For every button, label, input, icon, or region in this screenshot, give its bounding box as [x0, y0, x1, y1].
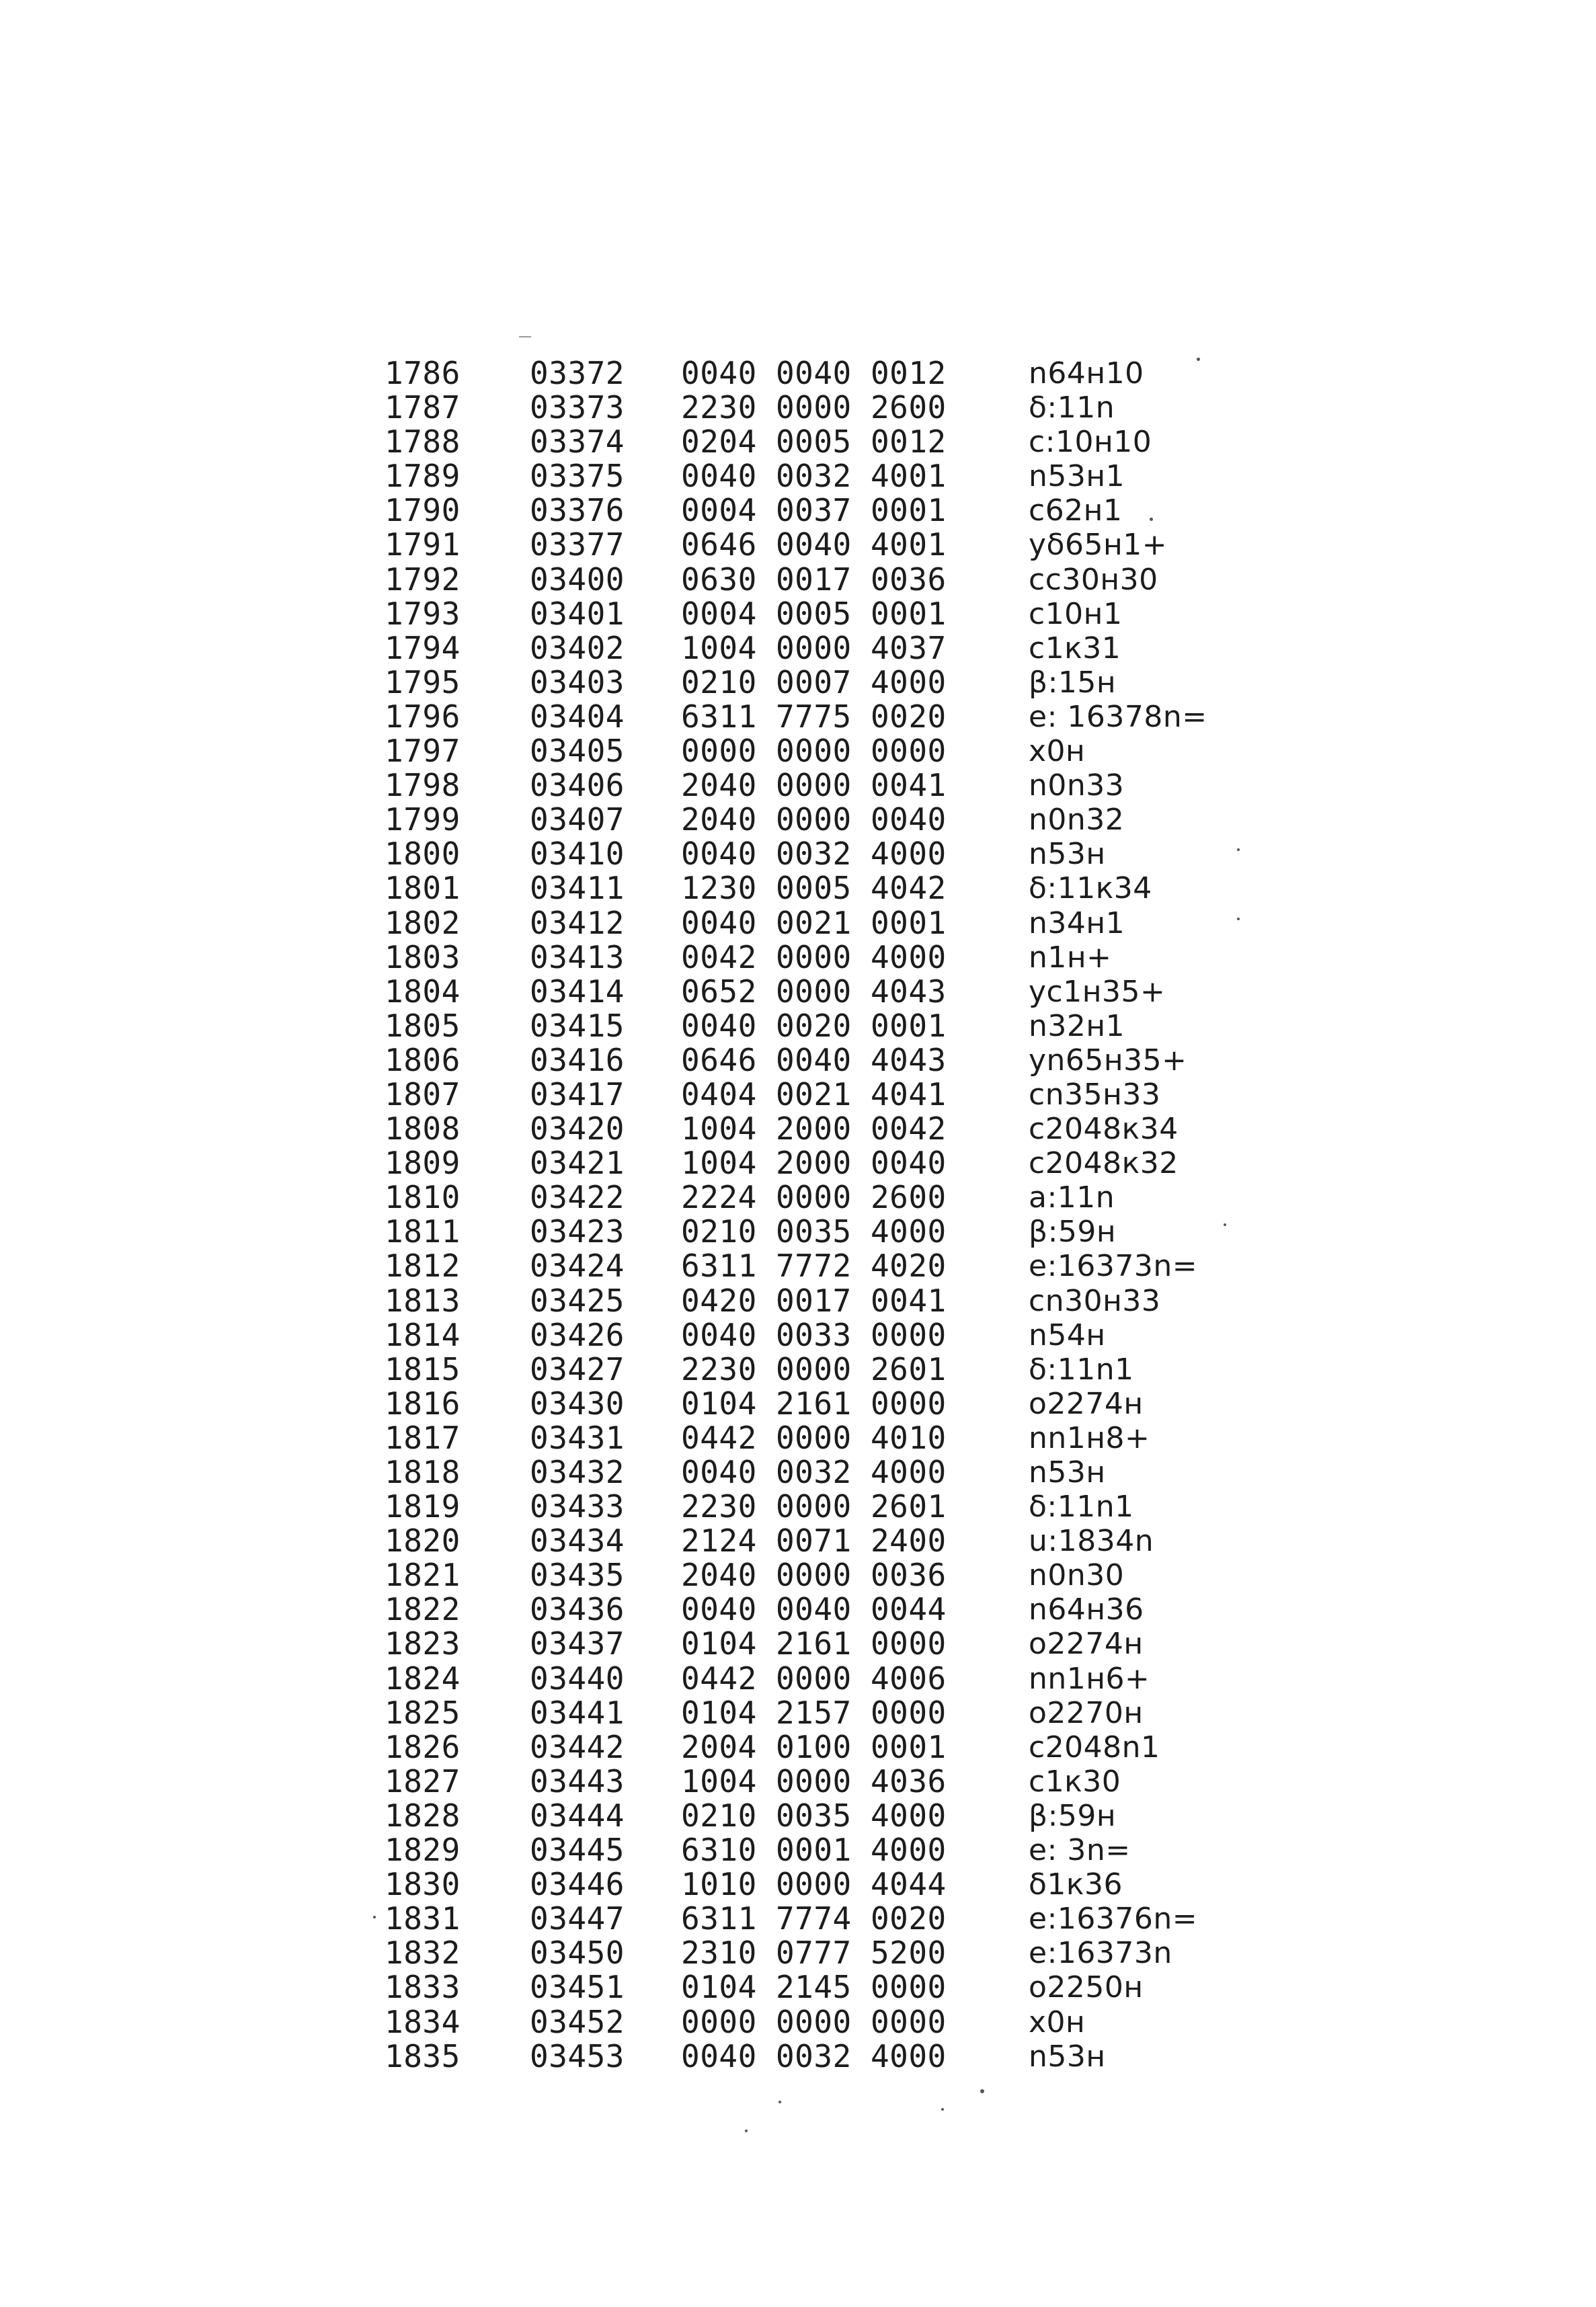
octal-code: 0040 0020 0001: [681, 1007, 947, 1044]
line-number: 1828: [385, 1797, 461, 1834]
octal-code: 0104 2145 0000: [681, 1969, 947, 2006]
octal-code: 0040 0032 4000: [681, 2037, 947, 2074]
octal-address: 03434: [530, 1523, 625, 1560]
octal-code: 0442 0000 4006: [681, 1660, 947, 1697]
octal-address: 03445: [530, 1832, 625, 1869]
line-number: 1815: [385, 1350, 461, 1387]
octal-address: 03405: [530, 733, 625, 770]
octal-code: 0630 0017 0036: [681, 561, 947, 598]
octal-code: 0040 0040 0044: [681, 1591, 947, 1628]
mnemonic: x0н: [1029, 2005, 1086, 2039]
mnemonic: n53н1: [1029, 459, 1125, 494]
listing-row: [376, 975, 1250, 1009]
listing-row: [376, 1524, 1250, 1558]
mnemonic: n64н10: [1029, 356, 1144, 391]
mnemonic: cn30н33: [1029, 1283, 1161, 1318]
mnemonic: yc1н35+: [1029, 974, 1166, 1009]
line-number: 1792: [385, 561, 461, 598]
line-number: 1813: [385, 1282, 461, 1319]
print-speck: [980, 2089, 984, 2093]
mnemonic: e: 3n=: [1029, 1833, 1131, 1868]
octal-address: 03407: [530, 801, 625, 838]
line-number: 1786: [385, 355, 461, 391]
listing-row: [376, 1970, 1250, 2005]
listing-row: [376, 1146, 1250, 1180]
line-number: 1833: [385, 1969, 461, 2006]
mnemonic: n0n33: [1029, 768, 1125, 803]
listing-row: [376, 2005, 1250, 2039]
listing-row: [376, 1318, 1250, 1352]
listing-row: [376, 1352, 1250, 1387]
octal-address: 03401: [530, 595, 625, 632]
line-number: 1823: [385, 1625, 461, 1662]
line-number: 1816: [385, 1385, 461, 1422]
mnemonic: e:16373n: [1029, 1936, 1172, 1971]
mnemonic: x0н: [1029, 734, 1086, 769]
octal-address: 03446: [530, 1866, 625, 1903]
listing-row: [376, 665, 1250, 700]
octal-code: 0000 0000 0000: [681, 2003, 947, 2040]
listing-row: [376, 493, 1250, 528]
mnemonic: δ:11к34: [1029, 871, 1152, 906]
listing-row: [376, 1662, 1250, 1696]
mnemonic: yδ65н1+: [1029, 528, 1168, 563]
octal-address: 03411: [530, 870, 625, 907]
octal-address: 03453: [530, 2037, 625, 2074]
octal-code: 2040 0000 0041: [681, 767, 947, 804]
octal-code: 0040 0032 4000: [681, 836, 947, 873]
mnemonic: δ:11n1: [1029, 1490, 1134, 1525]
line-number: 1790: [385, 492, 461, 529]
octal-code: 6311 7772 4020: [681, 1248, 947, 1285]
octal-code: 0104 2157 0000: [681, 1694, 947, 1731]
octal-address: 03447: [530, 1900, 625, 1937]
line-number: 1806: [385, 1041, 461, 1078]
mnemonic: δ1к36: [1029, 1867, 1123, 1902]
octal-code: 1230 0005 4042: [681, 870, 947, 907]
mnemonic: c2048к32: [1029, 1146, 1179, 1181]
octal-address: 03430: [530, 1385, 625, 1422]
octal-address: 03373: [530, 389, 625, 426]
mnemonic: n1н+: [1029, 940, 1112, 975]
print-speck: [1237, 848, 1240, 851]
page-mark: [519, 336, 531, 337]
mnemonic: cc30н30: [1029, 562, 1158, 597]
line-number: 1824: [385, 1660, 461, 1697]
octal-code: 0442 0000 4010: [681, 1419, 947, 1456]
octal-code: 1004 0000 4036: [681, 1763, 947, 1799]
line-number: 1829: [385, 1832, 461, 1869]
mnemonic: δ:11n1: [1029, 1352, 1134, 1387]
listing-row: [376, 1284, 1250, 1318]
mnemonic: n0n32: [1029, 803, 1125, 838]
line-number: 1807: [385, 1076, 461, 1112]
octal-address: 03441: [530, 1694, 625, 1731]
octal-address: 03412: [530, 904, 625, 941]
octal-address: 03426: [530, 1316, 625, 1353]
octal-code: 2224 0000 2600: [681, 1179, 947, 1216]
line-number: 1820: [385, 1523, 461, 1560]
line-number: 1796: [385, 698, 461, 735]
octal-code: 6310 0001 4000: [681, 1832, 947, 1869]
listing-row: [376, 1696, 1250, 1730]
line-number: 1801: [385, 870, 461, 907]
octal-code: 0652 0000 4043: [681, 973, 947, 1010]
line-number: 1793: [385, 595, 461, 632]
listing-row: [376, 940, 1250, 975]
octal-address: 03436: [530, 1591, 625, 1628]
line-number: 1834: [385, 2003, 461, 2040]
octal-code: 2040 0000 0036: [681, 1557, 947, 1594]
print-speck: [745, 2130, 748, 2132]
octal-address: 03435: [530, 1557, 625, 1594]
octal-code: 0204 0005 0012: [681, 423, 947, 460]
line-number: 1797: [385, 733, 461, 770]
mnemonic: u:1834n: [1029, 1524, 1154, 1559]
line-number: 1825: [385, 1694, 461, 1731]
octal-address: 03415: [530, 1007, 625, 1044]
octal-code: 0040 0040 0012: [681, 355, 947, 391]
listing-row: [376, 1180, 1250, 1215]
listing-row: [376, 528, 1250, 562]
octal-address: 03443: [530, 1763, 625, 1799]
mnemonic: n53н: [1029, 2039, 1106, 2074]
listing-row: [376, 1730, 1250, 1765]
mnemonic: c1к31: [1029, 631, 1121, 665]
octal-code: 2004 0100 0001: [681, 1728, 947, 1765]
octal-address: 03425: [530, 1282, 625, 1319]
octal-code: 6311 7775 0020: [681, 698, 947, 735]
line-number: 1826: [385, 1728, 461, 1765]
listing-row: [376, 597, 1250, 631]
octal-address: 03421: [530, 1145, 625, 1182]
listing-row: [376, 768, 1250, 803]
listing-row: [376, 803, 1250, 837]
octal-code: 2230 0000 2600: [681, 389, 947, 426]
mnemonic: o2250н: [1029, 1970, 1144, 2005]
octal-code: 0210 0035 4000: [681, 1797, 947, 1834]
octal-address: 03427: [530, 1350, 625, 1387]
mnemonic: c1к30: [1029, 1764, 1121, 1799]
listing-row: [376, 1592, 1250, 1627]
octal-code: 0040 0032 4001: [681, 458, 947, 495]
listing-row: [376, 1490, 1250, 1524]
listing-row: [376, 1558, 1250, 1592]
listing-row: [376, 356, 1250, 391]
mnemonic: nn1н8+: [1029, 1420, 1150, 1455]
mnemonic: c10н1: [1029, 596, 1123, 631]
listing-row: [376, 1112, 1250, 1146]
mnemonic: nn1н6+: [1029, 1661, 1150, 1696]
listing-row: [376, 1833, 1250, 1867]
octal-address: 03452: [530, 2003, 625, 2040]
line-number: 1830: [385, 1866, 461, 1903]
listing-row: [376, 1421, 1250, 1455]
mnemonic: n34н1: [1029, 905, 1125, 940]
octal-address: 03410: [530, 836, 625, 873]
octal-code: 2124 0071 2400: [681, 1523, 947, 1560]
mnemonic: yn65н35+: [1029, 1043, 1187, 1078]
mnemonic: o2274н: [1029, 1386, 1144, 1421]
octal-code: 0042 0000 4000: [681, 938, 947, 975]
octal-code: 1010 0000 4044: [681, 1866, 947, 1903]
line-number: 1835: [385, 2037, 461, 2074]
print-speck: [941, 2108, 944, 2111]
listing-row: [376, 1455, 1250, 1490]
listing-row: [376, 425, 1250, 459]
octal-code: 1004 2000 0040: [681, 1145, 947, 1182]
mnemonic: e: 16378n=: [1029, 699, 1207, 734]
line-number: 1803: [385, 938, 461, 975]
line-number: 1808: [385, 1110, 461, 1147]
mnemonic: n64н36: [1029, 1592, 1144, 1627]
mnemonic: n0n30: [1029, 1558, 1125, 1593]
line-number: 1811: [385, 1213, 461, 1250]
octal-address: 03442: [530, 1728, 625, 1765]
line-number: 1798: [385, 767, 461, 804]
octal-address: 03377: [530, 526, 625, 563]
line-number: 1821: [385, 1557, 461, 1594]
mnemonic: a:11n: [1029, 1180, 1115, 1215]
listing-row: [376, 1078, 1250, 1112]
mnemonic: e:16376n=: [1029, 1902, 1198, 1937]
octal-address: 03451: [530, 1969, 625, 2006]
line-number: 1822: [385, 1591, 461, 1628]
line-number: 1817: [385, 1419, 461, 1456]
octal-address: 03444: [530, 1797, 625, 1834]
octal-address: 03372: [530, 355, 625, 391]
octal-code: 2040 0000 0040: [681, 801, 947, 838]
line-number: 1795: [385, 663, 461, 700]
print-speck: [1224, 1223, 1226, 1226]
octal-address: 03403: [530, 663, 625, 700]
listing-row: [376, 1215, 1250, 1249]
listing-row: [376, 1799, 1250, 1833]
octal-address: 03432: [530, 1454, 625, 1490]
listing-row: [376, 563, 1250, 597]
listing-row: [376, 837, 1250, 871]
line-number: 1789: [385, 458, 461, 495]
listing-row: [376, 906, 1250, 940]
line-number: 1802: [385, 904, 461, 941]
mnemonic: δ:11n: [1029, 391, 1115, 426]
listing-row: [376, 734, 1250, 768]
line-number: 1812: [385, 1248, 461, 1285]
octal-code: 0104 2161 0000: [681, 1625, 947, 1662]
octal-code: 6311 7774 0020: [681, 1900, 947, 1937]
octal-address: 03431: [530, 1419, 625, 1456]
octal-address: 03376: [530, 492, 625, 529]
octal-code: 0210 0007 4000: [681, 663, 947, 700]
mnemonic: c62н1: [1029, 493, 1123, 528]
line-number: 1832: [385, 1935, 461, 1972]
line-number: 1800: [385, 836, 461, 873]
listing-row: [376, 1765, 1250, 1799]
octal-address: 03417: [530, 1076, 625, 1112]
listing-row: [376, 631, 1250, 665]
mnemonic: β:59н: [1029, 1798, 1117, 1833]
mnemonic: c2048к34: [1029, 1112, 1179, 1147]
octal-code: 0404 0021 4041: [681, 1076, 947, 1112]
octal-code: 0000 0000 0000: [681, 733, 947, 770]
line-number: 1805: [385, 1007, 461, 1044]
line-number: 1788: [385, 423, 461, 460]
line-number: 1819: [385, 1488, 461, 1525]
mnemonic: cn35н33: [1029, 1077, 1161, 1112]
octal-code: 0004 0037 0001: [681, 492, 947, 529]
listing-row: [376, 391, 1250, 425]
octal-address: 03450: [530, 1935, 625, 1972]
octal-address: 03420: [530, 1110, 625, 1147]
line-number: 1804: [385, 973, 461, 1010]
mnemonic: e:16373n=: [1029, 1249, 1198, 1284]
listing-row: [376, 1043, 1250, 1078]
listing-row: [376, 1627, 1250, 1661]
code-listing: [376, 356, 1250, 2091]
octal-address: 03422: [530, 1179, 625, 1216]
mnemonic: o2274н: [1029, 1627, 1144, 1662]
octal-code: 0210 0035 4000: [681, 1213, 947, 1250]
listing-row: [376, 1387, 1250, 1421]
print-speck: [1197, 358, 1200, 361]
octal-code: 2230 0000 2601: [681, 1488, 947, 1525]
octal-code: 0104 2161 0000: [681, 1385, 947, 1422]
octal-code: 0040 0021 0001: [681, 904, 947, 941]
mnemonic: n53н: [1029, 1455, 1106, 1490]
line-number: 1791: [385, 526, 461, 563]
mnemonic: o2270н: [1029, 1695, 1144, 1730]
octal-code: 0646 0040 4043: [681, 1041, 947, 1078]
octal-address: 03424: [530, 1248, 625, 1285]
line-number: 1799: [385, 801, 461, 838]
octal-address: 03374: [530, 423, 625, 460]
octal-address: 03440: [530, 1660, 625, 1697]
listing-row: [376, 459, 1250, 493]
octal-code: 1004 0000 4037: [681, 629, 947, 666]
octal-address: 03414: [530, 973, 625, 1010]
octal-address: 03375: [530, 458, 625, 495]
print-speck: [779, 2101, 781, 2103]
octal-address: 03433: [530, 1488, 625, 1525]
line-number: 1810: [385, 1179, 461, 1216]
octal-code: 0420 0017 0041: [681, 1282, 947, 1319]
octal-address: 03402: [530, 629, 625, 666]
octal-code: 1004 2000 0042: [681, 1110, 947, 1147]
octal-address: 03437: [530, 1625, 625, 1662]
listing-row: [376, 700, 1250, 734]
print-speck: [373, 1916, 376, 1918]
line-number: 1809: [385, 1145, 461, 1182]
line-number: 1831: [385, 1900, 461, 1937]
mnemonic: n54н: [1029, 1318, 1106, 1352]
octal-code: 0004 0005 0001: [681, 595, 947, 632]
listing-row: [376, 871, 1250, 905]
print-speck: [1237, 918, 1240, 920]
mnemonic: c:10н10: [1029, 425, 1152, 460]
mnemonic: β:15н: [1029, 665, 1117, 700]
line-number: 1794: [385, 629, 461, 666]
octal-address: 03406: [530, 767, 625, 804]
octal-address: 03423: [530, 1213, 625, 1250]
octal-address: 03416: [530, 1041, 625, 1078]
listing-row: [376, 1936, 1250, 1970]
line-number: 1787: [385, 389, 461, 426]
line-number: 1818: [385, 1454, 461, 1490]
mnemonic: n32н1: [1029, 1008, 1125, 1043]
mnemonic: β:59н: [1029, 1215, 1117, 1250]
listing-row: [376, 1902, 1250, 1936]
octal-address: 03413: [530, 938, 625, 975]
octal-code: 0646 0040 4001: [681, 526, 947, 563]
octal-code: 0040 0032 4000: [681, 1454, 947, 1490]
listing-row: [376, 2039, 1250, 2074]
listing-row: [376, 1249, 1250, 1283]
octal-address: 03404: [530, 698, 625, 735]
line-number: 1814: [385, 1316, 461, 1353]
line-number: 1827: [385, 1763, 461, 1799]
octal-code: 0040 0033 0000: [681, 1316, 947, 1353]
mnemonic: c2048n1: [1029, 1730, 1160, 1765]
listing-row: [376, 1009, 1250, 1043]
octal-code: 2230 0000 2601: [681, 1350, 947, 1387]
listing-row: [376, 1867, 1250, 1902]
octal-code: 2310 0777 5200: [681, 1935, 947, 1972]
print-speck: [1150, 518, 1153, 521]
mnemonic: n53н: [1029, 837, 1106, 872]
octal-address: 03400: [530, 561, 625, 598]
